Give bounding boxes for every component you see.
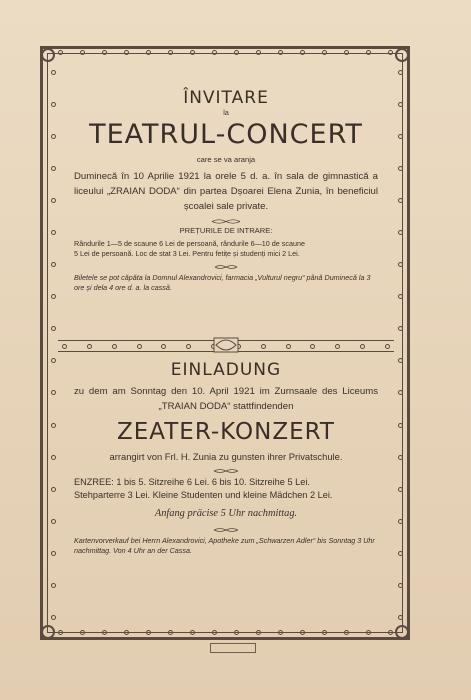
border-dot [51,455,56,460]
divider-dot [87,344,92,349]
border-dot [322,50,327,55]
printer-stamp [210,643,256,653]
border-dot [51,134,56,139]
entry-line-2: Stehparterre 3 Lei. Kleine Studenten und kleine Mädchen 2 Lei. [74,490,333,500]
border-dot [398,487,403,492]
border-dot [398,102,403,107]
border-dot [51,423,56,428]
border-dot [190,630,195,635]
border-dot [398,583,403,588]
border-dot [398,230,403,235]
right-border-rail [395,70,405,620]
border-dot [398,551,403,556]
border-dot [398,455,403,460]
divider-dot [186,344,191,349]
arranged-line: arrangirt von Frl. H. Zunia zu gunsten ihrer Privatschule. [109,451,343,462]
tickets-note: Biletele se pot căpăta la Domnul Alexandrovici, farmacia „Vulturul negru“ până Duminecă la 3 ore și dela 4 ore d. a. la cassă. [74,273,371,292]
border-dot [344,50,349,55]
border-dot [51,294,56,299]
start-time-line: Anfang präcise 5 Uhr nachmittag. [154,508,298,519]
border-dot [51,390,56,395]
border-dot [51,230,56,235]
german-section [74,360,378,556]
prices-line-1: Rândurile 1—5 de scaune 6 Lei de persoană, rândurile 6—10 de scaune [74,239,305,248]
border-dot [278,630,283,635]
border-dot [398,326,403,331]
border-dot [51,487,56,492]
divider-dot [161,344,166,349]
border-dot [398,294,403,299]
border-dot [398,423,403,428]
divider-dot [286,344,291,349]
care-label: care se va aranja [196,155,256,164]
presale-note: Kartenvorverkauf bei Herrn Alexandrovici, Apotheke zum „Schwarzen Adler“ bis Sonntag 3 Uhr nachmittag. Von 4 Uhr an der Cassa. [74,536,375,555]
prices-heading: PREȚURILE DE INTRARE: [179,226,273,235]
divider-dot [385,344,390,349]
entry-line-1: ENZREE: 1 bis 5. Sitzreihe 6 Lei. 6 bis 10. Sitzreihe 5 Lei. [74,477,310,487]
border-dot [256,50,261,55]
german-paragraph: zu dem am Sonntag den 10. April 1921 im Zurnsaale des Liceums „TRAIAN DODA“ stattfindenden [74,386,378,412]
flourish-ornament [214,264,238,270]
border-dot [366,50,371,55]
border-dot [398,262,403,267]
divider-dot [137,344,142,349]
border-dot [124,50,129,55]
border-dot [51,519,56,524]
corner-ornament-tl [41,48,55,62]
border-dot [398,519,403,524]
romanian-paragraph: Duminecă în 10 Aprilie 1921 la orele 5 d. a. în sala de gimnastică a liceului „ZRAIAN DODA“ din partea Dșoarei Elena Zunia, în beneficiul școalei sale private. [74,171,378,212]
border-dot [344,630,349,635]
divider-dot [112,344,117,349]
border-dot [124,630,129,635]
border-dot [234,50,239,55]
corner-ornament-tr [395,48,409,62]
border-dot [398,615,403,620]
prices-line-2: 5 Lei de persoană. Loc de stat 3 Lei. Pentru fetițe și studenți mici 2 Lei. [74,249,300,258]
border-dot [398,166,403,171]
border-dot [146,50,151,55]
border-dot [256,630,261,635]
border-dot [51,102,56,107]
border-dot [168,630,173,635]
bottom-border-rail [58,627,393,637]
border-dot [212,630,217,635]
border-dot [51,583,56,588]
border-dot [322,630,327,635]
border-dot [51,70,56,75]
border-dot [398,134,403,139]
divider-dot [62,344,67,349]
flourish-ornament [211,218,241,225]
title-invitare: ÎNVITARE [183,88,269,108]
border-dot [398,358,403,363]
title-einladung: EINLADUNG [170,360,282,380]
border-dot [398,70,403,75]
title-teatrul-concert: TEATRUL-CONCERT [89,119,363,150]
border-dot [58,630,63,635]
top-border-rail [58,47,393,57]
corner-ornament-br [395,625,409,639]
border-dot [51,198,56,203]
border-dot [398,198,403,203]
corner-ornament-bl [41,625,55,639]
divider-dot [261,344,266,349]
border-dot [102,50,107,55]
divider-dot [360,344,365,349]
la-label: la [223,110,229,117]
border-dot [190,50,195,55]
border-dot [278,50,283,55]
border-dot [146,630,151,635]
border-dot [388,630,393,635]
border-dot [168,50,173,55]
border-dot [398,390,403,395]
border-dot [300,630,305,635]
border-dot [51,551,56,556]
border-dot [58,50,63,55]
border-dot [51,326,56,331]
border-dot [80,50,85,55]
divider-knot-ornament [212,335,240,355]
border-dot [212,50,217,55]
border-dot [51,166,56,171]
border-dot [366,630,371,635]
border-dot [300,50,305,55]
border-dot [388,50,393,55]
border-dot [51,358,56,363]
border-dot [102,630,107,635]
flourish-ornament [213,468,239,474]
divider-dot [335,344,340,349]
left-border-rail [48,70,58,620]
title-zeater-konzert: ZEATER-KONZERT [117,419,335,445]
divider-dot [310,344,315,349]
border-dot [80,630,85,635]
border-dot [234,630,239,635]
border-dot [51,262,56,267]
border-dot [51,615,56,620]
romanian-section [74,88,378,293]
flourish-ornament [213,527,239,533]
